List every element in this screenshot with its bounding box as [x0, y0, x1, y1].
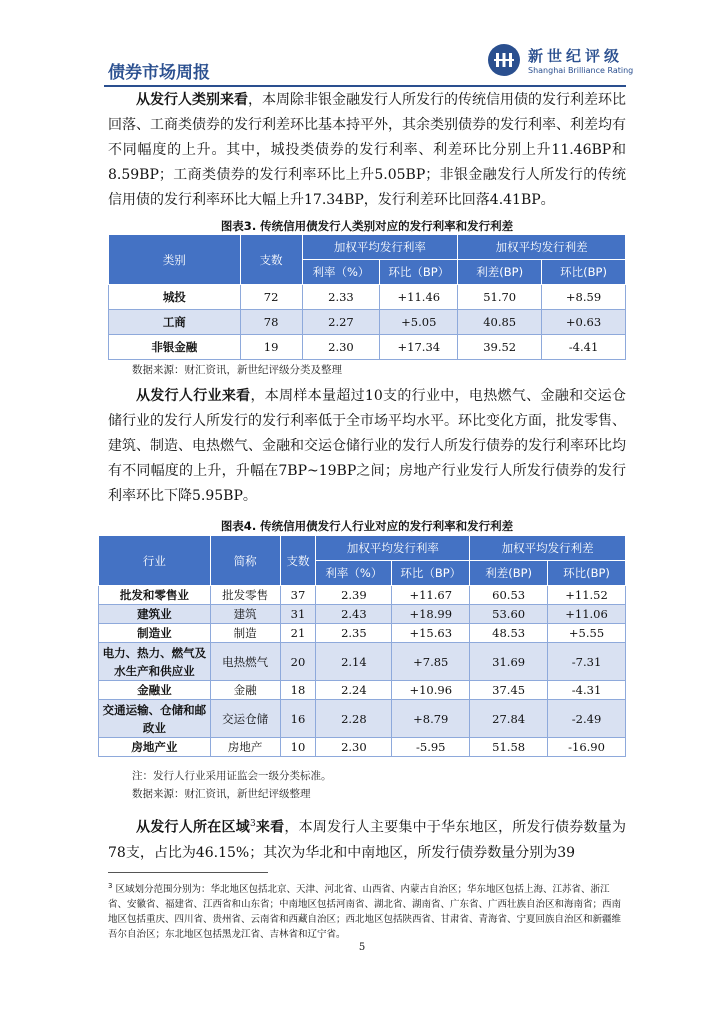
cell-count: 37 — [280, 586, 316, 605]
logo-emblem-icon — [488, 44, 520, 76]
cell-count: 78 — [240, 310, 302, 335]
cell-rate-change: +18.99 — [392, 605, 470, 624]
header-count: 支数 — [280, 536, 316, 586]
cell-spread-change: +11.52 — [548, 586, 626, 605]
header-spread: 利差(BP) — [470, 561, 548, 586]
header-spread-group: 加权平均发行利差 — [470, 536, 626, 561]
cell-industry: 制造业 — [99, 624, 211, 643]
paragraph-lead: 从发行人行业来看 — [136, 388, 251, 404]
cell-spread: 39.52 — [458, 335, 542, 360]
table-row — [99, 681, 626, 700]
header-industry: 行业 — [99, 536, 211, 586]
cell-spread: 48.53 — [470, 624, 548, 643]
cell-rate-change: +11.67 — [392, 586, 470, 605]
cell-short-name: 电热燃气 — [210, 643, 280, 681]
header-spread: 利差(BP) — [458, 260, 542, 285]
table-row — [99, 586, 626, 605]
cell-rate: 2.35 — [316, 624, 392, 643]
company-logo — [488, 44, 634, 84]
cell-rate: 2.24 — [316, 681, 392, 700]
cell-spread: 51.70 — [458, 285, 542, 310]
header-rate: 利率（%） — [316, 561, 392, 586]
cell-spread-change: +0.63 — [542, 310, 626, 335]
cell-spread-change: -16.90 — [548, 738, 626, 757]
report-title: 债券市场周报 — [108, 63, 210, 83]
cell-rate: 2.28 — [316, 700, 392, 738]
cell-spread-change: +5.55 — [548, 624, 626, 643]
cell-industry: 金融业 — [99, 681, 211, 700]
paragraph-lead: 从发行人类别来看 — [136, 92, 248, 108]
cell-industry: 房地产业 — [99, 738, 211, 757]
table3-caption: 图表3. 传统信用债发行人类别对应的发行利率和发行利差 — [220, 219, 514, 233]
cell-count: 21 — [280, 624, 316, 643]
table-row — [99, 643, 626, 681]
page-number: 5 — [358, 942, 366, 953]
header-category: 类别 — [109, 235, 241, 285]
cell-rate-change: +15.63 — [392, 624, 470, 643]
cell-spread: 53.60 — [470, 605, 548, 624]
header-rate-group: 加权平均发行利率 — [302, 235, 458, 260]
cell-rate-change: +5.05 — [380, 310, 458, 335]
header-spread-group: 加权平均发行利差 — [458, 235, 626, 260]
cell-count: 10 — [280, 738, 316, 757]
table-issuer-category — [108, 234, 626, 360]
cell-category: 非银金融 — [109, 335, 241, 360]
cell-spread: 51.58 — [470, 738, 548, 757]
table-issuer-industry — [98, 535, 626, 757]
cell-rate-change: +11.46 — [380, 285, 458, 310]
table4-source: 数据来源：财汇资讯，新世纪评级整理 — [132, 788, 311, 800]
cell-rate: 2.33 — [302, 285, 380, 310]
logo-chinese-name: 新世纪评级 — [528, 47, 624, 65]
cell-category: 城投 — [109, 285, 241, 310]
table-row — [109, 285, 626, 310]
cell-count: 20 — [280, 643, 316, 681]
table-row — [99, 738, 626, 757]
table-row — [109, 310, 626, 335]
cell-industry: 建筑业 — [99, 605, 211, 624]
cell-spread: 31.69 — [470, 643, 548, 681]
cell-rate-change: +7.85 — [392, 643, 470, 681]
table4-note: 注：发行人行业采用证监会一级分类标准。 — [132, 770, 332, 782]
table-row — [99, 605, 626, 624]
paragraph-body: ，本周样本量超过10支的行业中，电热燃气、金融和交运仓储行业的发行人所发行的发行利率低于全市场平均水平。环比变化方面，批发零售、建筑、制造、电热燃气、金融和交运仓储行业的发行人所发行债券的发行利率环比均有不同幅度的上升，升幅在7BP~19BP之间；房地产行业发行人所发行债券的发行利率环比下降5.95BP。 — [108, 388, 626, 504]
cell-count: 18 — [280, 681, 316, 700]
cell-short-name: 批发零售 — [210, 586, 280, 605]
cell-spread-change: +8.59 — [542, 285, 626, 310]
cell-spread: 40.85 — [458, 310, 542, 335]
cell-rate: 2.30 — [302, 335, 380, 360]
footnote-number: 3 — [108, 882, 113, 890]
header-rate: 利率（%） — [302, 260, 380, 285]
cell-spread-change: -4.41 — [542, 335, 626, 360]
cell-industry: 批发和零售业 — [99, 586, 211, 605]
cell-short-name: 金融 — [210, 681, 280, 700]
cell-spread-change: -7.31 — [548, 643, 626, 681]
cell-rate: 2.43 — [316, 605, 392, 624]
cell-category: 工商 — [109, 310, 241, 335]
cell-short-name: 交运仓储 — [210, 700, 280, 738]
cell-rate-change: +8.79 — [392, 700, 470, 738]
header-rate-change: 环比（BP） — [380, 260, 458, 285]
header-spread-change: 环比(BP) — [542, 260, 626, 285]
cell-rate: 2.14 — [316, 643, 392, 681]
cell-rate-change: +10.96 — [392, 681, 470, 700]
cell-count: 72 — [240, 285, 302, 310]
cell-short-name: 制造 — [210, 624, 280, 643]
paragraph-issuer-category — [108, 88, 626, 213]
paragraph-lead: 从发行人所在区域 — [136, 819, 250, 836]
header-count: 支数 — [240, 235, 302, 285]
cell-rate-change: -5.95 — [392, 738, 470, 757]
footnote-ref[interactable]: 3 — [249, 819, 256, 829]
header-short-name: 简称 — [210, 536, 280, 586]
cell-rate: 2.39 — [316, 586, 392, 605]
cell-count: 31 — [280, 605, 316, 624]
cell-spread: 37.45 — [470, 681, 548, 700]
logo-english-name: Shanghai Brilliance Rating — [528, 66, 634, 75]
paragraph-body: ，本周除非银金融发行人所发行的传统信用债的发行利差环比回落、工商类债券的发行利差环比基本持平外，其余类别债券的发行利率、利差均有不同幅度的上升。其中，城投类债券的发行利率、利差环比分别上升11.46BP和8.59BP；工商类债券的发行利率环比上升5.05BP；非银金融发行人所发行的传统信用债的发行利率环比大幅上升17.34BP，发行利差环比回落4.41BP。 — [108, 92, 626, 208]
cell-spread-change: -4.31 — [548, 681, 626, 700]
cell-spread: 60.53 — [470, 586, 548, 605]
cell-short-name: 房地产 — [210, 738, 280, 757]
footnote-text: 区域划分范围分别为：华北地区包括北京、天津、河北省、山西省、内蒙古自治区；华东地区包括上海、江苏省、浙江省、安徽省、福建省、江西省和山东省；中南地区包括河南省、湖北省、湖南省、广东省、广西壮族自治区和海南省；西南地区包括重庆、四川省、贵州省、云南省和西藏自治区；西北地区包括陕西省、甘肃省、青海省、宁夏回族自治区和新疆维吾尔自治区；东北地区包括黑龙江省、吉林省和辽宁省。 — [108, 884, 622, 941]
cell-industry: 交通运输、仓储和邮政业 — [99, 700, 211, 738]
table-row — [99, 624, 626, 643]
paragraph-issuer-industry — [108, 384, 626, 509]
cell-spread-change: -2.49 — [548, 700, 626, 738]
header-rate-group: 加权平均发行利率 — [316, 536, 470, 561]
cell-short-name: 建筑 — [210, 605, 280, 624]
cell-spread-change: +11.06 — [548, 605, 626, 624]
table-row — [99, 700, 626, 738]
cell-industry: 电力、热力、燃气及水生产和供应业 — [99, 643, 211, 681]
paragraph-body: ，本周发行人主要集中于华东地区，所发行债券数量为78支，占比为46.15%；其次为华北和中南地区，所发行债券数量分别为39 — [108, 819, 627, 861]
footnote-divider — [108, 872, 268, 873]
header-rate-change: 环比（BP） — [392, 561, 470, 586]
header-divider — [104, 85, 626, 87]
paragraph-lead-end: 来看 — [255, 819, 285, 836]
paragraph-issuer-region — [108, 812, 626, 866]
cell-rate: 2.27 — [302, 310, 380, 335]
header-spread-change: 环比(BP) — [548, 561, 626, 586]
cell-count: 16 — [280, 700, 316, 738]
cell-spread: 27.84 — [470, 700, 548, 738]
table4-caption: 图表4. 传统信用债发行人行业对应的发行利率和发行利差 — [220, 519, 514, 533]
cell-rate-change: +17.34 — [380, 335, 458, 360]
table3-source: 数据来源：财汇资讯，新世纪评级分类及整理 — [132, 364, 342, 376]
cell-count: 19 — [240, 335, 302, 360]
table-row — [109, 335, 626, 360]
footnote — [108, 879, 628, 942]
cell-rate: 2.30 — [316, 738, 392, 757]
